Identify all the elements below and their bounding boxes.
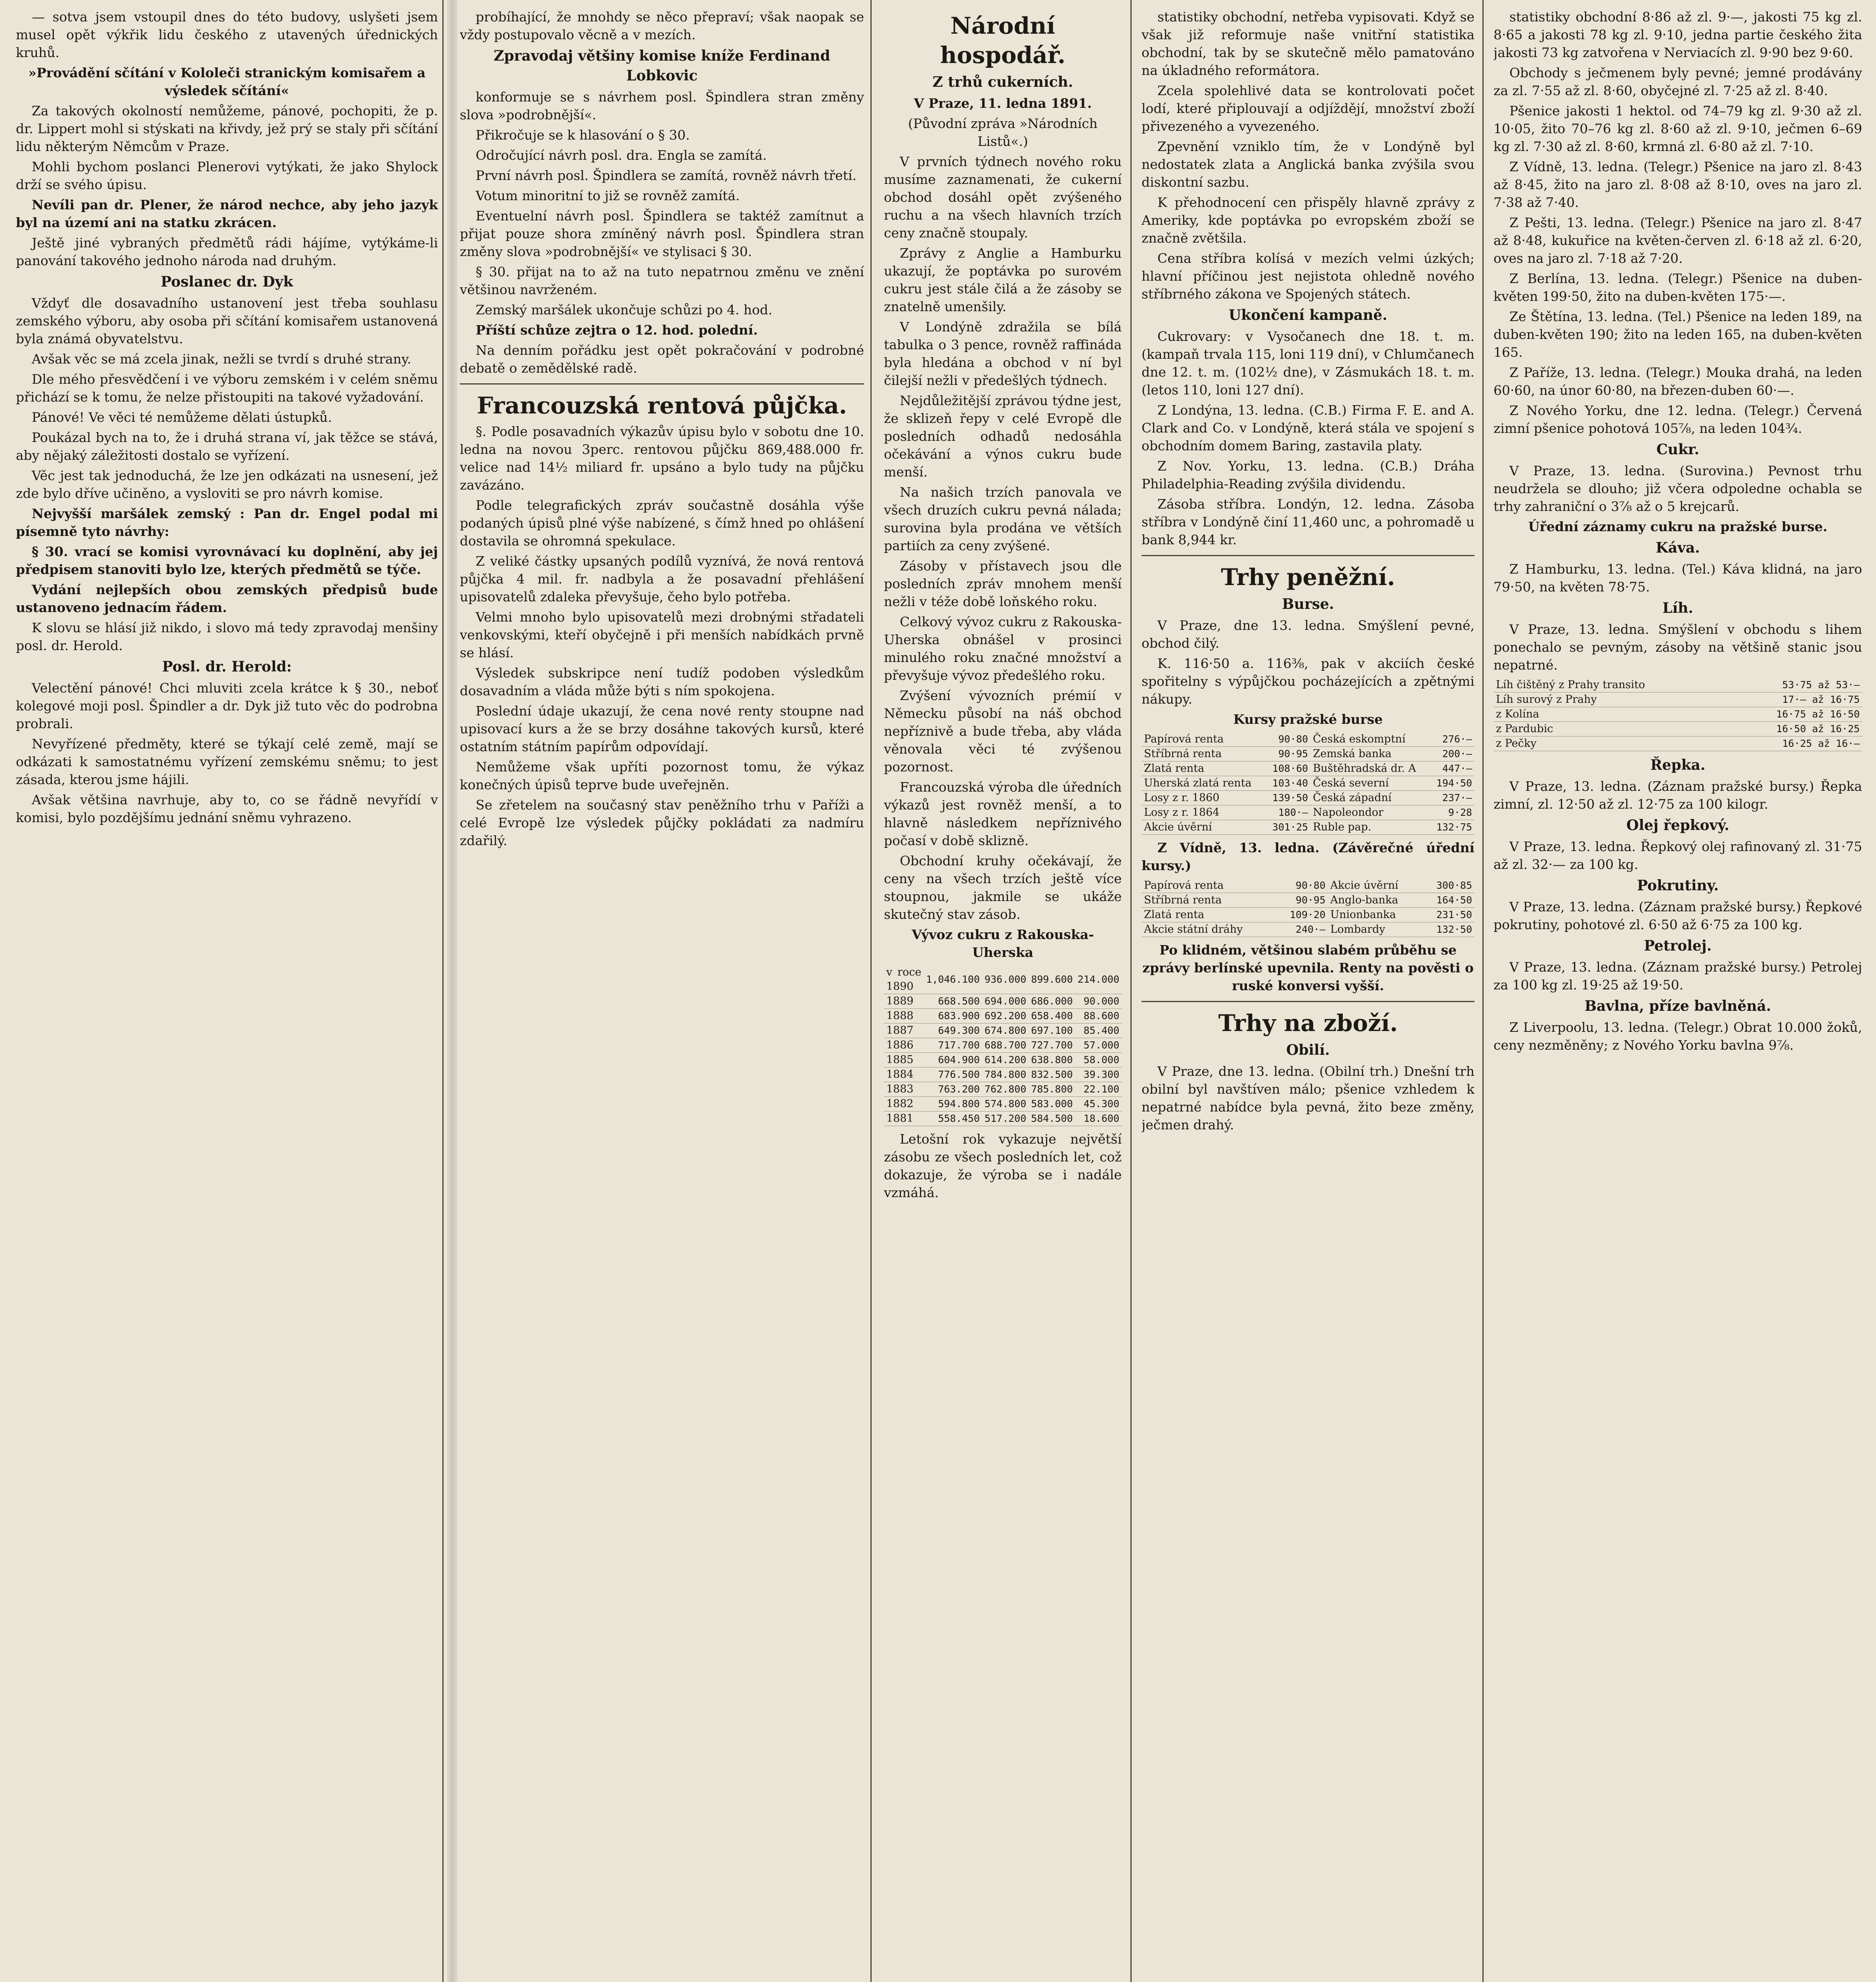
paragraph: Celkový vývoz cukru z Rakouska-Uherska obnášel v prosinci minulého roku značné množství a převyšuje vývoz předešlého roku. xyxy=(884,614,1122,683)
paragraph: Z Vídně, 13. ledna. (Telegr.) Pšenice na jaro zl. 8·43 až 8·45, žito na jaro zl. 8·08 až 8·10, oves na jaro zl. 7·38 až 7·40. xyxy=(1494,159,1862,210)
paragraph: Podle telegrafických zpráv součastně dosáhla výše podaných úpisů plné výše nabízené, s čímž hned po ohlášení dostavila se ohromná spekulace. xyxy=(460,497,864,549)
paragraph: konformuje se s návrhem posl. Špindlera stran změny slova »podrobnější«. xyxy=(460,89,864,122)
spirits-table xyxy=(1494,678,1862,751)
column-rule xyxy=(1130,0,1132,1982)
paragraph: Velmi mnoho bylo upisovatelů mezi drobnými střadateli venkovskými, kteří obyčejně i při menších nabídkách prvně se hlásí. xyxy=(460,609,864,660)
column-3 xyxy=(884,8,1122,1982)
paragraph: Velectění pánové! Chci mluviti zcela krátce k § 30., neboť kolegové moji posl. Špindler a dr. Dyk již tuto věc do podrobna probrali. xyxy=(16,680,438,731)
speaker-heading: Z Vídně, 13. ledna. (Závěrečné úřední kursy.) xyxy=(1142,840,1474,873)
paragraph: Na našich trzích panovala ve všech druzích cukru pevná nálada; surovina byla prodána ve větších partiích za ceny zvýšené. xyxy=(884,484,1122,553)
paragraph: Výsledek subskripce není tudíž podoben výsledkům dosavadním a vláda může býti s ním spokojena. xyxy=(460,665,864,698)
paragraph: V Praze, 13. ledna. Smýšlení v obchodu s lihem ponechalo se pevným, zásoby na většině stanic jsou nepatrné. xyxy=(1494,622,1862,673)
paragraph: Nemůžeme však upříti pozornost tomu, že výkaz konečných úpisů teprve bude uveřejněn. xyxy=(460,759,864,792)
paragraph: V Praze, 13. ledna. (Surovina.) Pevnost trhu neudržela se dlouho; již včera odpoledne ochabla se trhy zahraniční o 3⅞ až o 5 krejcarů. xyxy=(1494,463,1862,514)
table-row: 1881 558.450 517.200 584.500 18.600 xyxy=(884,1112,1122,1126)
paragraph: První návrh posl. Špindlera se zamítá, rovněž návrh třetí. xyxy=(476,168,857,183)
paragraph: Francouzská výroba dle úředních výkazů jest rovněž menší, a to hlavně následkem nepříznivého počasí v době sklizně. xyxy=(884,779,1122,848)
article-title: Francouzská rentová půjčka. xyxy=(477,392,847,419)
paragraph: Ještě jiné vybraných předmětů rádi hájíme, vytýkáme-li panování takového jednoho národa nad druhým. xyxy=(16,235,438,268)
paragraph: Pánové! Ve věci té nemůžeme dělati ústupků. xyxy=(32,409,332,425)
table-title: Vývoz cukru z Rakouska-Uherska xyxy=(912,927,1094,960)
paragraph: Dle mého přesvědčení i ve výboru zemském i v celém sněmu přichází se k tomu, že nelze přistoupiti na takové vyžadování. xyxy=(16,371,438,405)
table-row: Uherská zlatá renta 103·40 Česká severní 194·50 xyxy=(1142,776,1474,791)
paragraph: Z Berlína, 13. ledna. (Telegr.) Pšenice na duben-květen 199·50, žito na duben-květen 175·—. xyxy=(1494,271,1862,304)
paragraph: statistiky obchodní 8·86 až zl. 9·—, jakosti 75 kg zl. 8·65 a jakosti 78 kg zl. 9·10, jedna partie českého žita jakosti 73 kg zatvořena v Nerviacích zl. 9·90 bez 9·60. xyxy=(1494,9,1862,60)
paragraph: Votum minoritní to již se rovněž zamítá. xyxy=(476,188,740,203)
paragraph: V prvních týdnech nového roku musíme zaznamenati, že cukerní obchod dosáhl opět zvýšeného ruchu a na všech hlavních trzích ceny značně stoupaly. xyxy=(884,154,1122,241)
paragraph: Se zřetelem na současný stav peněžního trhu v Paříži a celé Evropě lze výsledek půjčky pokládati za nadmíru zdařilý. xyxy=(460,797,864,848)
vienna-prices-table xyxy=(1142,878,1474,937)
table-row: 1888 683.900 692.200 658.400 88.600 xyxy=(884,1009,1122,1024)
section-subtitle: Burse. xyxy=(1282,596,1334,612)
paragraph: Příští schůze zejtra o 12. hod. polední. xyxy=(476,322,758,338)
paragraph: Z veliké částky upsaných podílů vyznívá, že nová rentová půjčka 4 mil. fr. nadbyla a že posavadní přehlášení upisovatelů zdaleka převyšuje, čeho bylo potřeba. xyxy=(460,553,864,605)
paragraph: Z Nov. Yorku, 13. ledna. (C.B.) Dráha Philadelphia-Reading zvýšila dividendu. xyxy=(1142,458,1474,492)
paragraph: Za takových okolností nemůžeme, pánové, pochopiti, že p. dr. Lippert mohl si stýskati na křivdy, jež prý se staly při sčítání lidu některým Němcům v Praze. xyxy=(16,103,438,154)
table-row: Losy z r. 1864 180·— Napoleondor 9·28 xyxy=(1142,805,1474,820)
table-row: 1886 717.700 688.700 727.700 57.000 xyxy=(884,1038,1122,1053)
table-row: Papírová renta 90·80 Česká eskomptní 276·— xyxy=(1142,732,1474,747)
section-subtitle: Z trhů cukerních. xyxy=(932,74,1073,90)
paragraph: Z Pešti, 13. ledna. (Telegr.) Pšenice na jaro zl. 8·47 až 8·48, kukuřice na květen-červen zl. 6·18 až zl. 6·20, oves na jaro zl. 7·18 až 7·20. xyxy=(1494,215,1862,266)
table-row: Akcie státní dráhy 240·— Lombardy 132·50 xyxy=(1142,922,1474,937)
paragraph: Pšenice jakosti 1 hektol. od 74–79 kg zl. 9·30 až zl. 10·05, žito 70–76 kg zl. 8·60 až zl. 9·10, ječmen 6–69 kg zl. 7·30 až zl. 8·60, krmná zl. 6·80 až zl. 7·10. xyxy=(1494,103,1862,154)
paragraph: V Praze, 13. ledna. (Záznam pražské bursy.) Petrolej za 100 kg zl. 19·25 až 19·50. xyxy=(1494,959,1862,993)
paragraph: Obchodní kruhy očekávají, že ceny na všech trzích ještě více stoupnou, jakmile se ukáže skutečný stav zásob. xyxy=(884,853,1122,922)
paragraph: Z Hamburku, 13. ledna. (Tel.) Káva klidná, na jaro 79·50, na květen 78·75. xyxy=(1494,561,1862,595)
column-rule xyxy=(1482,0,1484,1982)
prices-table xyxy=(1142,732,1474,835)
paragraph: Cukrovary: v Vysočanech dne 18. t. m. (kampaň trvala 115, loni 119 dní), v Chlumčanech dne 12. t. m. (102½ dne), v Zásmukách 18. t. m. (letos 110, loni 127 dní). xyxy=(1142,329,1474,398)
section-subtitle: Pokrutiny. xyxy=(1637,877,1719,894)
section-subtitle: Káva. xyxy=(1656,540,1700,556)
section-subtitle: Petrolej. xyxy=(1644,937,1712,954)
paragraph: V Praze, dne 13. ledna. (Obilní trh.) Dnešní trh obilní byl navštíven málo; pšenice vzhledem k nepatrné nabídce byla pevná, žito beze změny, ječmen drahý. xyxy=(1142,1064,1474,1133)
section-subtitle: Cukr. xyxy=(1656,441,1699,458)
paragraph: Zcela spolehlivé data se kontrolovati počet lodí, které připlouvají a odjíždějí, množství zboží přivezeného a vyvezeného. xyxy=(1142,83,1474,134)
intro-paragraph: probíhající, že mnohdy se něco přepraví; však naopak se vždy postupovalo věcně a v mezích. xyxy=(460,9,864,42)
paragraph: § 30. přijat na to až na tuto nepatrnou změnu ve znění většinou navrženém. xyxy=(460,264,864,297)
paragraph: Nejdůležitější zprávou týdne jest, že sklizeň řepy v celé Evropě dle posledních odhadů nedosáhla očekávání a výnos cukru bude menší. xyxy=(884,393,1122,480)
paragraph: Z Liverpoolu, 13. ledna. (Telegr.) Obrat 10.000 žoků, ceny nezměněny; z Nového Yorku bavlna 9⅞. xyxy=(1494,1020,1862,1053)
table-row: z Pardubic 16·50 až 16·25 xyxy=(1494,722,1862,737)
speaker-heading: Posl. dr. Herold: xyxy=(162,658,292,675)
source-note: (Původní zpráva »Národních Listů«.) xyxy=(908,116,1098,149)
speaker-heading: Poslanec dr. Dyk xyxy=(161,274,293,290)
table-row: Líh surový z Prahy 17·— až 16·75 xyxy=(1494,693,1862,707)
paragraph: Obchody s ječmenem byly pevné; jemné prodávány za zl. 7·55 až zl. 8·60, obyčejné zl. 7·25 až zl. 8·40. xyxy=(1494,65,1862,98)
paragraph: Zásoba stříbra. Londýn, 12. ledna. Zásoba stříbra v Londýně činí 11,460 unc, a pohromadě u bank 8,944 kr. xyxy=(1142,496,1474,547)
table-row: z Pečky 16·25 až 16·— xyxy=(1494,737,1862,751)
page-fold-shadow xyxy=(447,0,457,1982)
paragraph: Zprávy z Anglie a Hamburku ukazují, že poptávka po surovém cukru jest stále čilá a že zásoby se znatelně umenšily. xyxy=(884,245,1122,314)
paragraph: V Praze, 13. ledna. (Záznam pražské bursy.) Řepkové pokrutiny, pohotové zl. 6·50 až 6·75 za 100 kg. xyxy=(1494,899,1862,932)
paragraph: K. 116·50 a. 116⅜, pak v akciích české spořitelny s výpůjčkou pocházejících a zpětnými nákupy. xyxy=(1142,656,1474,707)
column-4 xyxy=(1142,8,1474,1982)
section-title: Národní hospodář. xyxy=(940,12,1066,69)
table-row: 1885 604.900 614.200 638.800 58.000 xyxy=(884,1053,1122,1068)
paragraph: Věc jest tak jednoduchá, že lze jen odkázati na usnesení, jež zde bylo dříve učiněno, a vysloviti se pro návrh komise. xyxy=(16,468,438,501)
table-row: z Kolína 16·75 až 16·50 xyxy=(1494,707,1862,722)
paragraph: Avšak věc se má zcela jinak, nežli se tvrdí s druhé strany. xyxy=(32,351,411,367)
paragraph: Mohli bychom poslanci Plenerovi vytýkati, že jako Shylock drží se svého úpisu. xyxy=(16,159,438,192)
table-row: Losy z r. 1860 139·50 Česká západní 237·— xyxy=(1142,791,1474,805)
intro-paragraph: statistiky obchodní, netřeba vypisovati. Když se však již reformuje naše vnitřní statistika obchodní, tak by se skutečně mělo pamatováno na úkladného reformátora. xyxy=(1142,9,1474,78)
section-subtitle: Líh. xyxy=(1662,600,1693,616)
table-row: Zlatá renta 109·20 Unionbanka 231·50 xyxy=(1142,908,1474,922)
paragraph: Zemský maršálek ukončuje schůzi po 4. hod. xyxy=(476,302,773,318)
paragraph: Úřední záznamy cukru na pražské burse. xyxy=(1528,519,1828,534)
paragraph: Zvýšení vývozních prémií v Německu působí na náš obchod nepříznivě a bude třeba, aby vláda věnovala věci té zvýšenou pozornost. xyxy=(884,688,1122,775)
paragraph: § 30. vrací se komisi vyrovnávací ku doplnění, aby jej předpisem stanoviti bylo lze, kterých předmětů se týče. xyxy=(16,544,438,577)
section-subtitle: Ukončení kampaně. xyxy=(1228,307,1388,323)
dateline: V Praze, 11. ledna 1891. xyxy=(914,96,1092,111)
table-row: 1883 763.200 762.800 785.800 22.100 xyxy=(884,1082,1122,1097)
paragraph: Cena stříbra kolísá v mezích velmi úzkých; hlavní příčinou jest nejistota ohledně nového stříbrného zákona ve Spojených státech. xyxy=(1142,251,1474,302)
table-title: Kursy pražské burse xyxy=(1233,712,1383,727)
paragraph: Přikročuje se k hlasování o § 30. xyxy=(476,127,690,143)
column-rule xyxy=(870,0,872,1982)
export-table xyxy=(884,965,1122,1126)
paragraph: Eventuelní návrh posl. Špindlera se taktéž zamítnut a přijat pouze shora zmíněný návrh posl. Špindlera stran změny slova »podrobnější« ve stylisaci § 30. xyxy=(460,208,864,259)
table-row: Papírová renta 90·80 Akcie úvěrní 300·85 xyxy=(1142,878,1474,893)
section-subtitle: Bavlna, příze bavlněná. xyxy=(1584,998,1771,1014)
paragraph: Odročující návrh posl. dra. Engla se zamítá. xyxy=(476,147,767,163)
table-row: Stříbrná renta 90·95 Zemská banka 200·— xyxy=(1142,747,1474,761)
paragraph: Po klidném, většinou slabém průběhu se zprávy berlínské upevnila. Renty na pověsti o ruské konversi vyšší. xyxy=(1142,942,1474,993)
paragraph: V Praze, 13. ledna. (Záznam pražské bursy.) Řepka zimní, zl. 12·50 až zl. 12·75 za 100 kilogr. xyxy=(1494,779,1862,812)
table-row: 1887 649.300 674.800 697.100 85.400 xyxy=(884,1024,1122,1038)
paragraph: Nevíli pan dr. Plener, že národ nechce, aby jeho jazyk byl na území ani na statku zkrácen. xyxy=(16,197,438,230)
section-subtitle: Olej řepkový. xyxy=(1626,817,1729,834)
paragraph: Vydání nejlepších obou zemských předpisů bude ustanoveno jednacím řádem. xyxy=(16,582,438,615)
table-row: Akcie úvěrní 301·25 Ruble pap. 132·75 xyxy=(1142,820,1474,835)
paragraph: Poslední údaje ukazují, že cena nové renty stoupne nad upisovací kurs a že se brzy dosáhne takových kursů, které ostatním státním papírům odpovídají. xyxy=(460,703,864,754)
table-row: Zlatá renta 108·60 Buštěhradská dr. A 447·— xyxy=(1142,761,1474,776)
paragraph: Zpevnění vzniklo tím, že v Londýně byl nedostatek zlata a Anglická banka zvýšila svou diskontní sazbu. xyxy=(1142,139,1474,190)
dateline: V Praze, dne 13. ledna. Smýšlení pevné, obchod čilý. xyxy=(1142,618,1474,651)
table-row: Stříbrná renta 90·95 Anglo-banka 164·50 xyxy=(1142,893,1474,908)
paragraph: Na denním pořádku jest opět pokračování v podrobné debatě o zemědělské radě. xyxy=(460,342,864,376)
paragraph: Zásoby v přístavech jsou dle posledních zpráv mnohem menší nežli v téže době loňského roku. xyxy=(884,558,1122,609)
table-row: 1882 594.800 574.800 583.000 45.300 xyxy=(884,1097,1122,1112)
paragraph: §. Podle posavadních výkazův úpisu bylo v sobotu dne 10. ledna na novou 3perc. rentovou půjčku 869,488.000 fr. velice nad 14½ miliard fr. upsáno a bylo tudy na půjčku zavázáno. xyxy=(460,424,864,493)
paragraph: Z Paříže, 13. ledna. (Telegr.) Mouka drahá, na leden 60·60, na únor 60·80, na březen-duben 60·—. xyxy=(1494,365,1862,398)
column-5 xyxy=(1494,8,1862,1982)
column-2 xyxy=(460,8,864,1982)
table-row: v roce 1890 1,046.100 936.000 899.600 214.000 xyxy=(884,965,1122,994)
paragraph: Nevyřízené předměty, které se týkají celé země, mají se odkázati k samostatnému vyřízení zemskému sněmu; to jest zásada, kterou jsme hájili. xyxy=(16,736,438,787)
section-divider xyxy=(1142,555,1474,556)
paragraph: Vždyť dle dosavadního ustanovení jest třeba souhlasu zemského výboru, aby osoba při sčítání komisařem ustanovená byla známá obyvatelstvu. xyxy=(16,295,438,346)
paragraph: Z Londýna, 13. ledna. (C.B.) Firma F. E. and A. Clark and Co. v Londýně, která stála ve spojení s obchodním domem Baring, zastavila platy. xyxy=(1142,402,1474,453)
paragraph: Poukázal bych na to, že i druhá strana ví, jak těžce se stává, aby nějaký záležitosti dostalo se vyřízení. xyxy=(16,430,438,463)
column-1 xyxy=(16,8,438,1982)
speaker-heading: Nejvyšší maršálek zemský : Pan dr. Engel podal mi písemně tyto návrhy: xyxy=(16,506,438,539)
paragraph: V Londýně zdražila se bílá tabulka o 3 pence, rovněž raffináda byla hledána a obchod v ní byl čilejší nežli v předešlých týdnech. xyxy=(884,319,1122,388)
section-divider xyxy=(1142,1001,1474,1002)
paragraph: Z Nového Yorku, dne 12. ledna. (Telegr.) Červená zimní pšenice pohotová 105⅞, na leden 104¾. xyxy=(1494,403,1862,436)
article-heading: »Provádění sčítání v Kololeči stranickým komisařem a výsledek sčítání« xyxy=(28,65,426,98)
section-divider xyxy=(460,383,864,385)
paragraph: Avšak většina navrhuje, aby to, co se řádně nevyřídí v komisi, bylo pozdějšímu jednání sněmu vyhrazeno. xyxy=(16,792,438,825)
section-subtitle: Řepka. xyxy=(1650,757,1706,773)
section-subtitle: Obilí. xyxy=(1286,1042,1330,1058)
paragraph: K slovu se hlásí již nikdo, i slovo má tedy zpravodaj menšiny posl. dr. Herold. xyxy=(16,620,438,653)
section-title: Trhy peněžní. xyxy=(1221,564,1395,591)
table-row: 1884 776.500 784.800 832.500 39.300 xyxy=(884,1068,1122,1082)
paragraph: Ze Štětína, 13. ledna. (Tel.) Pšenice na leden 189, na duben-květen 190; žito na leden 165, na duben-květen 165. xyxy=(1494,309,1862,360)
table-row: 1889 668.500 694.000 686.000 90.000 xyxy=(884,994,1122,1009)
intro-paragraph: — sotva jsem vstoupil dnes do této budovy, uslyšeti jsem musel opět výkřik lidu českého z utavených úřednických kruhů. xyxy=(16,9,438,60)
paragraph: K přehodnocení cen přispěly hlavně zprávy z Ameriky, kde poptávka po evropském zboží se značně zvětšila. xyxy=(1142,195,1474,246)
paragraph: V Praze, 13. ledna. Řepkový olej rafinovaný zl. 31·75 až zl. 32·— za 100 kg. xyxy=(1494,839,1862,872)
paragraph: Letošní rok vykazuje největší zásobu ze všech posledních let, což dokazuje, že výroba se i nadále vzmáhá. xyxy=(884,1131,1122,1200)
column-rule xyxy=(442,0,444,1982)
speaker-heading: Zpravodaj většiny komise kníže Ferdinand Lobkovic xyxy=(493,48,830,84)
table-row: Líh čištěný z Prahy transito 53·75 až 53·— xyxy=(1494,678,1862,693)
section-title: Trhy na zboží. xyxy=(1218,1010,1398,1037)
